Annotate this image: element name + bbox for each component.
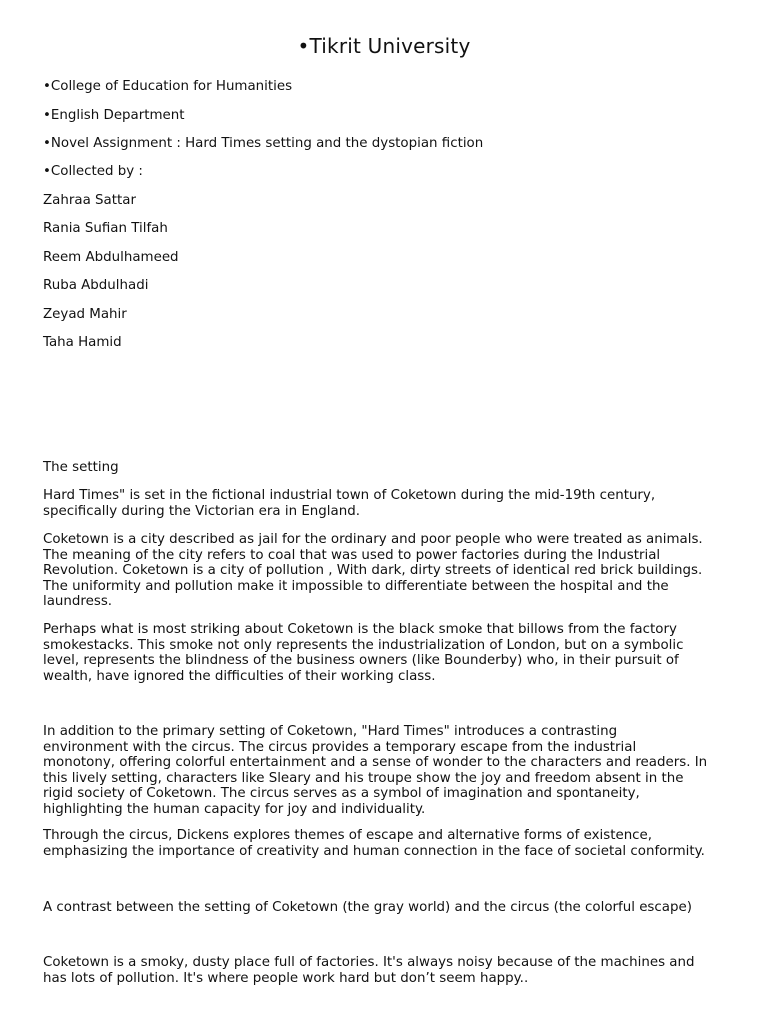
paragraph-line: level, represents the blindness of the business owners (like Bounderby) who, in their pursuit of [43, 653, 679, 669]
document-title: •Tikrit University [297, 34, 471, 58]
paragraph-line: Through the circus, Dickens explores themes of escape and alternative forms of existence, [43, 828, 653, 843]
paragraph-line: Revolution. Coketown is a city of pollution , With dark, dirty streets of identical red brick buildings. [43, 563, 703, 579]
paragraph [43, 955, 743, 986]
header-line-department: •English Department [43, 108, 185, 123]
paragraph-line: smokestacks. This smoke not only represents the industrialization of London, but on a symbolic [43, 637, 684, 653]
paragraph-line: The meaning of the city refers to coal that was used to power factories during the Industrial [43, 547, 661, 563]
author-name: Ruba Abdulhadi [43, 278, 149, 293]
paragraph-line: Perhaps what is most striking about Coketown is the black smoke that billows from the factory [43, 622, 677, 637]
paragraph-line: specifically during the Victorian era in England. [43, 503, 360, 519]
paragraph-line: has lots of pollution. It's where people work hard but don’t seem happy.. [43, 970, 529, 986]
paragraph [43, 900, 743, 916]
paragraph [43, 488, 743, 519]
header-line-college: •College of Education for Humanities [43, 79, 293, 94]
section-heading: The setting [43, 460, 119, 475]
paragraph-line: laundress. [43, 594, 113, 610]
paragraph-line: monotony, offering colorful entertainment and a sense of wonder to the characters and readers. In [43, 755, 708, 771]
paragraph-line: Coketown is a smoky, dusty place full of factories. It's always noisy because of the machines and [43, 955, 695, 970]
paragraph-line: A contrast between the setting of Coketown (the gray world) and the circus (the colorful escape) [43, 900, 692, 915]
paragraph [43, 828, 743, 859]
paragraph-line: emphasizing the importance of creativity and human connection in the face of societal conformity. [43, 843, 705, 859]
author-name: Rania Sufian Tilfah [43, 221, 168, 236]
paragraph-line: wealth, have ignored the difficulties of their working class. [43, 668, 436, 684]
header-line-collected-by: •Collected by : [43, 164, 143, 179]
author-name: Reem Abdulhameed [43, 250, 179, 265]
paragraph-line: this lively setting, characters like Sleary and his troupe show the joy and freedom absent in the [43, 770, 684, 786]
paragraph-line: environment with the circus. The circus provides a temporary escape from the industrial [43, 739, 637, 755]
paragraph [43, 724, 743, 818]
author-name: Taha Hamid [43, 335, 122, 350]
paragraph-line: Coketown is a city described as jail for the ordinary and poor people who were treated as animals. [43, 532, 703, 547]
paragraph [43, 532, 743, 610]
paragraph-line: highlighting the human capacity for joy and individuality. [43, 801, 426, 817]
header-line-assignment: •Novel Assignment : Hard Times setting and the dystopian fiction [43, 136, 484, 151]
paragraph-line: In addition to the primary setting of Coketown, "Hard Times" introduces a contrasting [43, 724, 618, 739]
author-name: Zeyad Mahir [43, 307, 127, 322]
paragraph-line: The uniformity and pollution make it impossible to differentiate between the hospital and the [43, 578, 669, 594]
paragraph-line: rigid society of Coketown. The circus serves as a symbol of imagination and spontaneity, [43, 786, 640, 802]
paragraph [43, 622, 743, 684]
paragraph-line: Hard Times" is set in the fictional industrial town of Coketown during the mid-19th century, [43, 488, 656, 503]
author-name: Zahraa Sattar [43, 193, 136, 208]
